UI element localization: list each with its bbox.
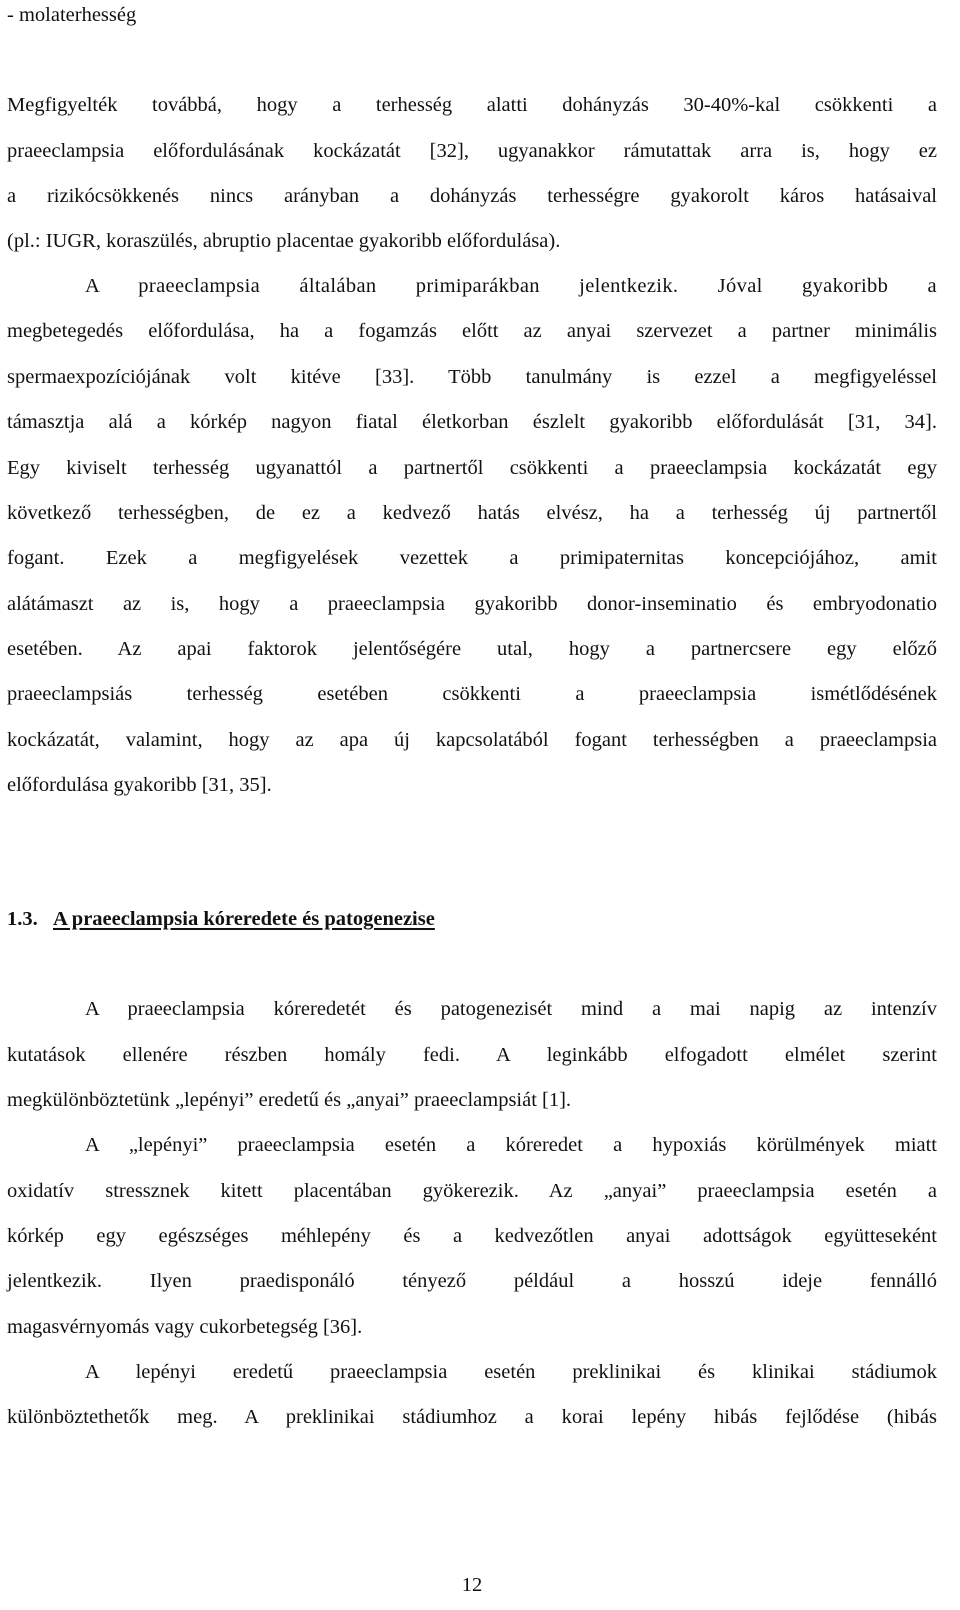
paragraph-line: a rizikócsökkenés nincs arányban a dohányzás terhességre gyakorolt káros hatásaival [7, 185, 937, 207]
section-title: A praeeclampsia kóreredete és patogenezise [53, 908, 435, 930]
paragraph-line: A praeeclampsia kóreredetét és patogenezisét mind a mai napig az intenzív [85, 998, 937, 1020]
paragraph-line: praeeclampsiás terhesség esetében csökkenti a praeeclampsia ismétlődésének [7, 683, 937, 705]
document-page [7, 0, 937, 1610]
paragraph-line: A lepényi eredetű praeeclampsia esetén preklinikai és klinikai stádiumok [85, 1361, 937, 1383]
paragraph-line: támasztja alá a kórkép nagyon fiatal életkorban észlelt gyakoribb előfordulását [31, 34]. [7, 411, 937, 433]
paragraph-line: kockázatát, valamint, hogy az apa új kapcsolatából fogant terhességben a praeeclampsia [7, 729, 937, 751]
paragraph-line: alátámaszt az is, hogy a praeeclampsia gyakoribb donor-inseminatio és embryodonatio [7, 593, 937, 615]
page-number: 12 [461, 1574, 483, 1596]
paragraph-line: kutatások ellenére részben homály fedi. A leginkább elfogadott elmélet szerint [7, 1044, 937, 1066]
section-heading [7, 906, 435, 932]
paragraph-line: Egy kiviselt terhesség ugyanattól a partnertől csökkenti a praeeclampsia kockázatát egy [7, 457, 937, 479]
paragraph-line: A „lepényi” praeeclampsia esetén a kóreredet a hypoxiás körülmények miatt [85, 1134, 937, 1156]
paragraph-line: esetében. Az apai faktorok jelentőségére utal, hogy a partnercsere egy előző [7, 638, 937, 660]
paragraph-line: megkülönböztetünk „lepényi” eredetű és „anyai” praeeclampsiát [1]. [7, 1089, 572, 1111]
top-line: - molaterhesség [7, 4, 137, 26]
section-number: 1.3. [7, 908, 38, 930]
paragraph-line: Megfigyelték továbbá, hogy a terhesség alatti dohányzás 30-40%-kal csökkenti a [7, 94, 937, 116]
paragraph-line: (pl.: IUGR, koraszülés, abruptio placentae gyakoribb előfordulása). [7, 230, 561, 252]
paragraph-line: jelentkezik. Ilyen praedisponáló tényező például a hosszú ideje fennálló [7, 1270, 937, 1292]
paragraph-line: praeeclampsia előfordulásának kockázatát [32], ugyanakkor rámutattak arra is, hogy ez [7, 140, 937, 162]
paragraph-line: spermaexpozíciójának volt kitéve [33]. Több tanulmány is ezzel a megfigyeléssel [7, 366, 937, 388]
paragraph-line: oxidatív stressznek kitett placentában gyökerezik. Az „anyai” praeeclampsia esetén a [7, 1180, 937, 1202]
paragraph-line: kórkép egy egészséges méhlepény és a kedvezőtlen anyai adottságok együtteseként [7, 1225, 937, 1247]
paragraph-line: különböztethetők meg. A preklinikai stádiumhoz a korai lepény hibás fejlődése (hibás [7, 1406, 937, 1428]
paragraph-line: fogant. Ezek a megfigyelések vezettek a primipaternitas koncepciójához, amit [7, 547, 937, 569]
paragraph-line: következő terhességben, de ez a kedvező hatás elvész, ha a terhesség új partnertől [7, 502, 937, 524]
paragraph-line: megbetegedés előfordulása, ha a fogamzás előtt az anyai szervezet a partner minimális [7, 320, 937, 342]
paragraph-line: magasvérnyomás vagy cukorbetegség [36]. [7, 1316, 363, 1338]
paragraph-line: előfordulása gyakoribb [31, 35]. [7, 774, 272, 796]
paragraph-line: A praeeclampsia általában primiparákban jelentkezik. Jóval gyakoribb a [85, 275, 937, 297]
